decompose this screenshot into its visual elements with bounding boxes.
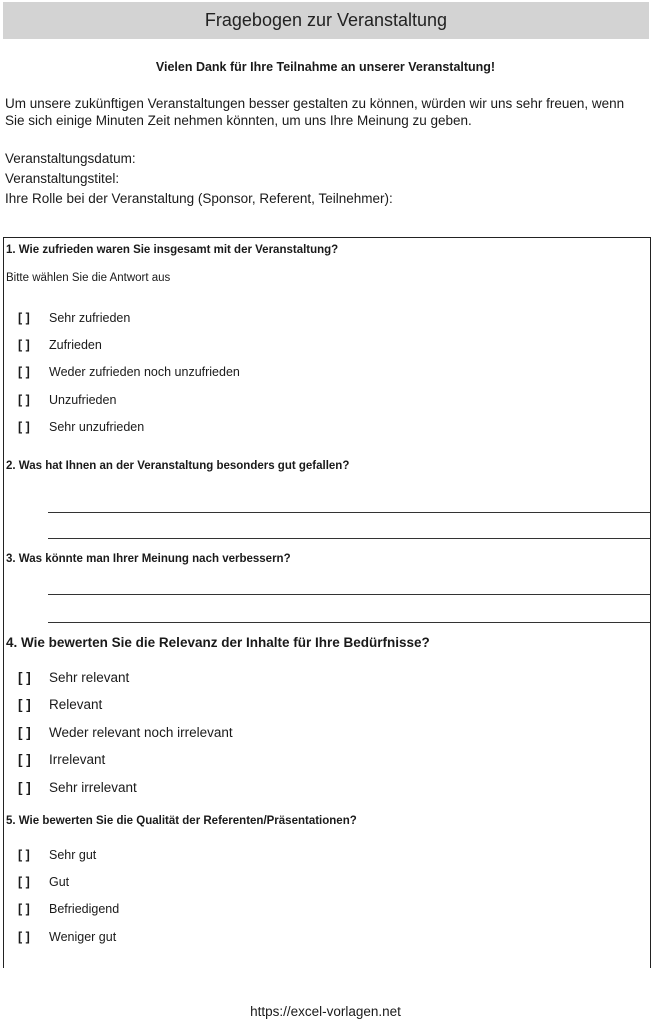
q5-option[interactable]	[18, 848, 96, 862]
event-title-label: Veranstaltungstitel:	[5, 171, 120, 186]
question-5: 5. Wie bewerten Sie die Qualität der Referenten/Präsentationen?	[6, 815, 357, 827]
option-label: Unzufrieden	[49, 393, 117, 407]
q5-option[interactable]	[18, 930, 116, 944]
questionnaire-box	[3, 237, 651, 968]
checkbox[interactable]: [ ]	[18, 311, 30, 325]
answer-line[interactable]	[48, 622, 650, 623]
option-label: Weniger gut	[49, 930, 117, 944]
option-label: Weder zufrieden noch unzufrieden	[49, 365, 240, 379]
q4-option[interactable]	[18, 752, 105, 767]
q4-option[interactable]	[18, 670, 129, 685]
event-date-label: Veranstaltungsdatum:	[5, 151, 136, 166]
intro-text: Um unsere zukünftigen Veranstaltungen besser gestalten zu können, würden wir uns sehr freuen, wenn Sie sich einige Minuten Zeit nehmen könnten, um uns Ihre Meinung zu geben.	[5, 96, 625, 128]
q1-option[interactable]	[18, 338, 102, 352]
option-label: Gut	[49, 875, 70, 889]
checkbox[interactable]: [ ]	[18, 338, 30, 352]
checkbox[interactable]: [ ]	[18, 365, 30, 379]
q1-option[interactable]	[18, 365, 240, 379]
checkbox[interactable]: [ ]	[18, 848, 30, 862]
question-3: 3. Was könnte man Ihrer Meinung nach verbessern?	[6, 553, 291, 565]
question-2: 2. Was hat Ihnen an der Veranstaltung besonders gut gefallen?	[6, 460, 350, 472]
option-label: Sehr zufrieden	[49, 311, 131, 325]
page-title: Fragebogen zur Veranstaltung	[3, 2, 649, 39]
answer-line[interactable]	[48, 538, 650, 539]
q1-option[interactable]	[18, 420, 144, 434]
option-label: Weder relevant noch irrelevant	[49, 725, 233, 740]
thank-you-heading: Vielen Dank für Ihre Teilnahme an unserer Veranstaltung!	[155, 60, 496, 74]
option-label: Sehr unzufrieden	[49, 420, 145, 434]
answer-line[interactable]	[48, 594, 650, 595]
question-4: 4. Wie bewerten Sie die Relevanz der Inhalte für Ihre Bedürfnisse?	[6, 635, 430, 650]
option-label: Sehr relevant	[49, 670, 130, 685]
checkbox[interactable]: [ ]	[18, 930, 30, 944]
option-label: Sehr irrelevant	[49, 780, 137, 795]
checkbox[interactable]: [ ]	[18, 725, 31, 740]
q4-option[interactable]	[18, 697, 102, 712]
q1-option[interactable]	[18, 393, 116, 407]
q1-option[interactable]	[18, 311, 130, 325]
checkbox[interactable]: [ ]	[18, 752, 31, 767]
option-label: Sehr gut	[49, 848, 97, 862]
q5-option[interactable]	[18, 902, 119, 916]
checkbox[interactable]: [ ]	[18, 393, 30, 407]
role-label: Ihre Rolle bei der Veranstaltung (Sponsor, Referent, Teilnehmer):	[5, 191, 393, 206]
answer-line[interactable]	[48, 512, 650, 513]
checkbox[interactable]: [ ]	[18, 902, 30, 916]
option-label: Irrelevant	[49, 752, 106, 767]
option-label: Befriedigend	[49, 902, 120, 916]
q5-option[interactable]	[18, 875, 69, 889]
q4-option[interactable]	[18, 780, 137, 795]
option-label: Relevant	[49, 697, 103, 712]
checkbox[interactable]: [ ]	[18, 670, 31, 685]
q4-option[interactable]	[18, 725, 233, 740]
checkbox[interactable]: [ ]	[18, 780, 31, 795]
checkbox[interactable]: [ ]	[18, 697, 31, 712]
question-1: 1. Wie zufrieden waren Sie insgesamt mit der Veranstaltung?	[6, 244, 339, 256]
option-label: Zufrieden	[49, 338, 102, 352]
footer-url[interactable]: https://excel-vorlagen.net	[250, 1004, 401, 1019]
checkbox[interactable]: [ ]	[18, 875, 30, 889]
question-1-hint: Bitte wählen Sie die Antwort aus	[6, 272, 171, 284]
checkbox[interactable]: [ ]	[18, 420, 30, 434]
